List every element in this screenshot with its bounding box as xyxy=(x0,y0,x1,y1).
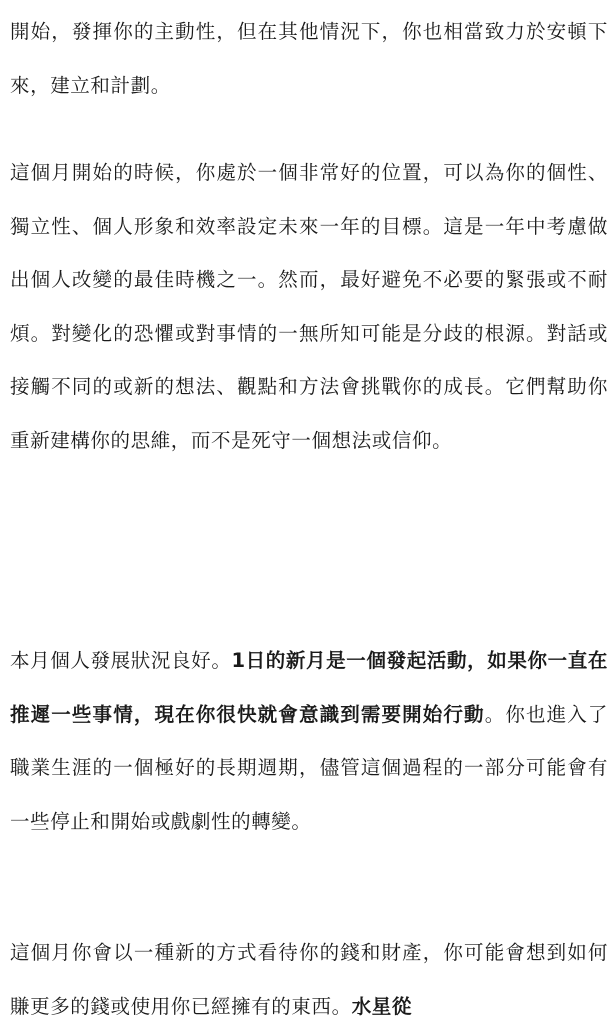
paragraph-1 xyxy=(10,5,608,112)
paragraph-text: 本月個人發展狀況良好。 xyxy=(10,649,232,672)
paragraph-text: 這個月開始的時候，你處於一個非常好的位置，可以為你的個性、獨立性、個人形象和效率設定未來一年的目標。這是一年中考慮做出個人改變的最佳時機之一。然而，最好避免不必要的緊張或不耐煩。對變化的恐懼或對事情的一無所知可能是分歧的根源。對話或接觸不同的或新的想法、觀點和方法會挑戰你的成長。它們幫助你重新建構你的思維，而不是死守一個想法或信仰。 xyxy=(10,161,608,452)
paragraph-2 xyxy=(10,146,608,467)
paragraph-text: 這個月你會以一種新的方式看待你的錢和財產，你可能會想到如何賺更多的錢或使用你已經擁有的東西。 xyxy=(10,941,608,1018)
paragraph-text: 開始，發揮你的主動性，但在其他情況下，你也相當致力於安頓下來，建立和計劃。 xyxy=(10,20,608,97)
paragraph-3 xyxy=(10,634,608,848)
paragraph-text: 。你也進入了職業生涯的一個極好的長期週期，儘管這個過程的一部分可能會有一些停止和開始或戲劇性的轉變。 xyxy=(10,702,608,833)
paragraph-bold-text: 1日的新月是一個發起活動，如果你一直在推遲一些事情，現在你很快就會意識到需要開始行動 xyxy=(10,649,608,726)
paragraph-bold-text: 水星從 xyxy=(351,994,413,1018)
paragraph-4 xyxy=(10,926,608,1033)
